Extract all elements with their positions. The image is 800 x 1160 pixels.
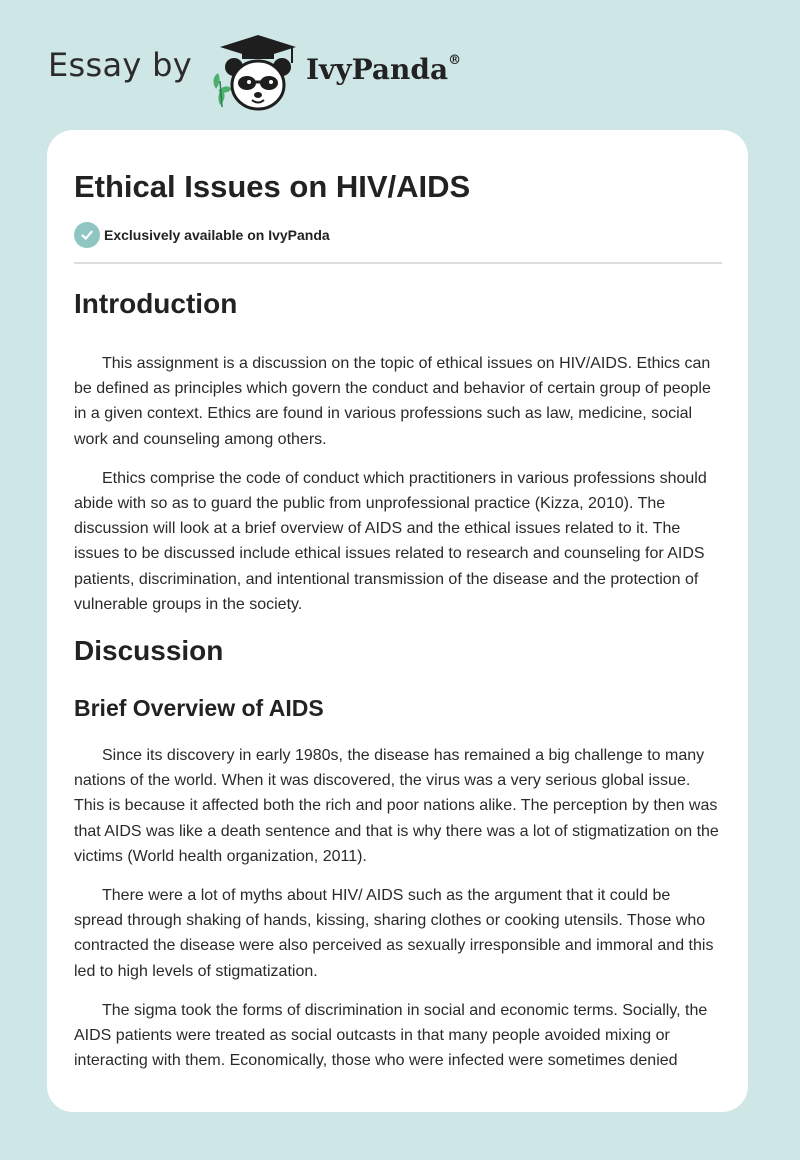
section-heading-introduction: Introduction [74,288,238,319]
essay-card [47,130,748,1112]
registered-mark: ® [448,53,462,69]
panda-logo-icon [206,33,302,113]
section-heading-discussion: Discussion [74,635,224,667]
check-icon [74,222,100,248]
paragraph: This assignment is a discussion on the topic of ethical issues on HIV/AIDS. Ethics can be defined as principles which govern the conduct and behavior of certain group of people in a given context. Ethics are found in various professions such as law, medicine, social work and counseling among others. [74,355,711,448]
essay-title: Ethical Issues on HIV/AIDS [74,169,471,204]
site-header [48,28,461,118]
paragraph: There were a lot of myths about HIV/ AIDS such as the argument that it could be spread through shaking of hands, kissing, sharing clothes or cooking utensils. Those who contracted the disease were also perceived as sexually irresponsible and immoral and this led to high levels of stigmatization. [74,887,714,980]
paragraph: Since its discovery in early 1980s, the disease has remained a big challenge to many nations of the world. When it was discovered, the virus was a very serious global issue. This is because it affected both the rich and poor nations alike. The perception by then was that AIDS was like a death sentence and that is why there was a lot of stigmatization on the victims (World health organization, 2011). [74,747,719,865]
divider [74,262,722,264]
paragraph: Ethics comprise the code of conduct which practitioners in various professions should abide with so as to guard the public from unprofessional practice (Kizza, 2010). The discussion will look at a brief overview of AIDS and the ethical issues related to it. The issues to be discussed include ethical issues related to research and counseling for AIDS patients, discrimination, and intentional transmission of the disease and the protection of vulnerable groups in the society. [74,469,707,613]
essay-by-label: Essay by [48,46,192,84]
exclusive-label: Exclusively available on IvyPanda [104,227,330,243]
exclusive-badge [74,222,722,248]
subheading-brief-overview: Brief Overview of AIDS [74,695,324,722]
paragraph: The sigma took the forms of discrimination in social and economic terms. Socially, the AIDS patients were treated as social outcasts in that many people avoided mixing or interacting with them. Economically, those who were infected were sometimes denied [74,1001,708,1070]
brand-name: IvyPanda® [305,52,462,86]
